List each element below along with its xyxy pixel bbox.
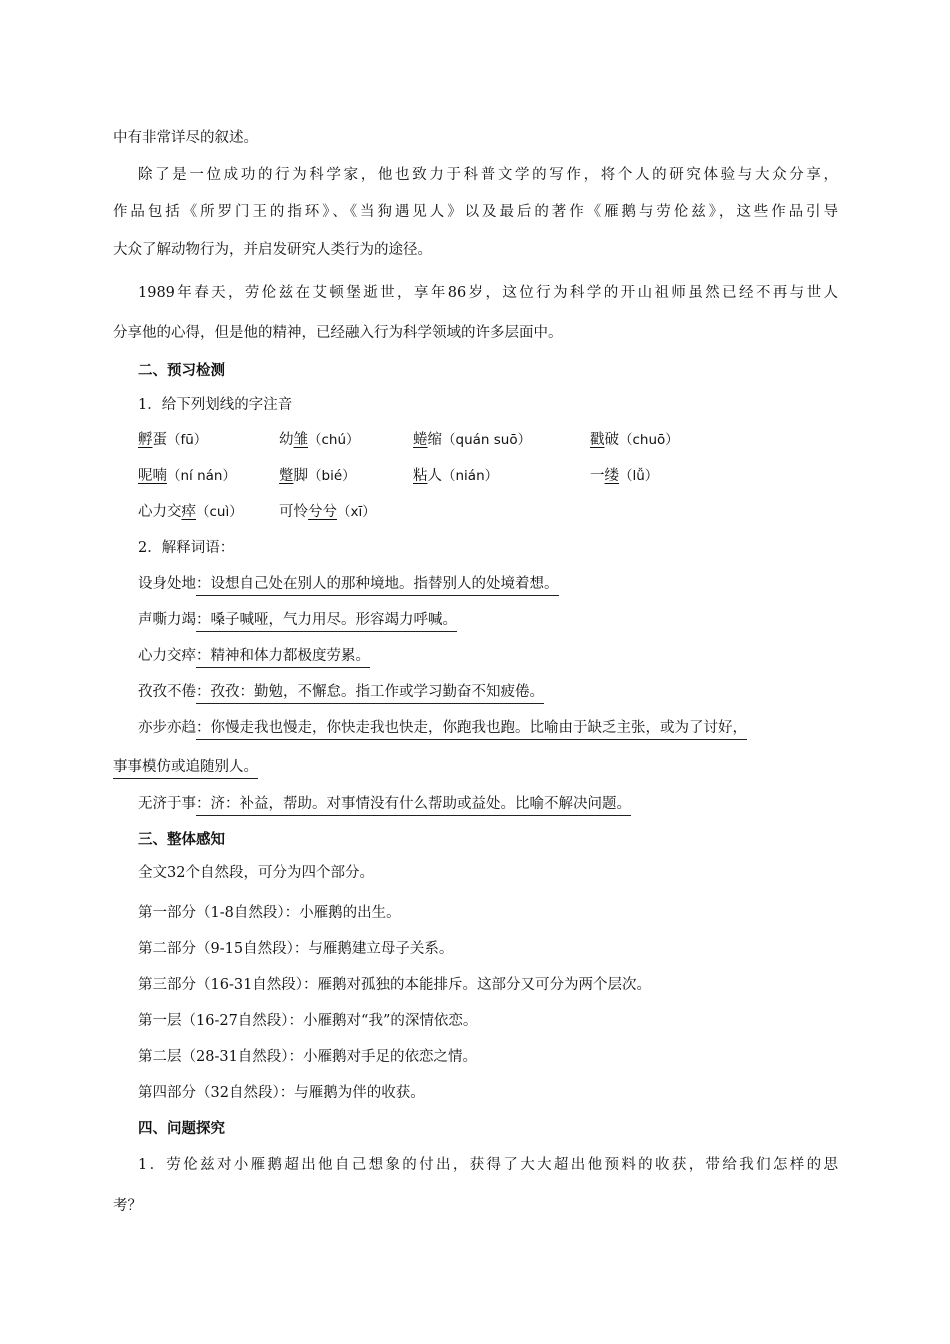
intro-line-3: 作品包括《所罗门王的指环》、《当狗遇见人》以及最后的著作《雁鹅与劳伦兹》，这些作品引导 [113, 204, 838, 220]
intro-line-1: 中有非常详尽的叙述。 [113, 130, 258, 146]
section-heading-inquiry: 四、问题探究 [138, 1121, 225, 1137]
vocab-item: 亦步亦趋：你慢走我也慢走，你快走我也快走，你跑我也跑。比喻由于缺乏主张，或为了讨好， [138, 721, 747, 736]
intro-line-4: 大众了解动物行为，并启发研究人类行为的途径。 [113, 242, 432, 258]
question-pinyin: 1．给下列划线的字注音 [138, 397, 293, 413]
pinyin-item: 孵蛋（fū） [138, 432, 208, 448]
overview-line: 第三部分（16-31自然段）：雁鹅对孤独的本能排斥。这部分又可分为两个层次。 [138, 977, 652, 993]
overview-line: 第二部分（9-15自然段）：与雁鹅建立母子关系。 [138, 941, 454, 957]
question-vocab: 2．解释词语： [138, 540, 235, 556]
pinyin-item: 呢喃（ní nán） [138, 468, 236, 484]
overview-line: 第四部分（32自然段）：与雁鹅为伴的收获。 [138, 1085, 425, 1101]
vocab-item: 设身处地：设想自己处在别人的那种境地。指替别人的处境着想。 [138, 577, 559, 592]
inquiry-question-line-2: 考？ [113, 1198, 142, 1214]
vocab-item: 声嘶力竭：嗓子喊哑，气力用尽。形容竭力呼喊。 [138, 613, 457, 628]
pinyin-item: 蹩脚（bié） [279, 468, 356, 484]
pinyin-item: 可怜兮兮（xī） [279, 504, 376, 520]
section-heading-preview: 二、预习检测 [138, 363, 225, 379]
overview-line: 第二层（28-31自然段）：小雁鹅对手足的依恋之情。 [138, 1049, 478, 1065]
pinyin-item: 心力交瘁（cuì） [138, 504, 243, 520]
intro-line-6: 分享他的心得，但是他的精神，已经融入行为科学领域的许多层面中。 [113, 325, 563, 341]
intro-line-5: 1989年春天，劳伦兹在艾顿堡逝世，享年86岁，这位行为科学的开山祖师虽然已经不再与世人 [138, 285, 838, 301]
overview-line: 第一层（16-27自然段）：小雁鹅对“我”的深情依恋。 [138, 1013, 478, 1029]
pinyin-item: 粘人（nián） [413, 468, 499, 484]
inquiry-question-line-1: 1．劳伦兹对小雁鹅超出他自己想象的付出，获得了大大超出他预料的收获，带给我们怎样的思 [138, 1157, 838, 1173]
pinyin-item: 幼雏（chú） [279, 432, 360, 448]
intro-line-2: 除了是一位成功的行为科学家，他也致力于科普文学的写作，将个人的研究体验与大众分享， [138, 167, 838, 183]
vocab-item: 心力交瘁：精神和体力都极度劳累。 [138, 649, 370, 664]
vocab-item: 孜孜不倦：孜孜：勤勉，不懈怠。指工作或学习勤奋不知疲倦。 [138, 685, 544, 700]
vocab-item-continued: 事事模仿或追随别人。 [113, 760, 258, 775]
section-heading-overview: 三、整体感知 [138, 832, 225, 848]
overview-line: 全文32个自然段，可分为四个部分。 [138, 865, 374, 881]
pinyin-item: 一缕（lǚ） [590, 468, 659, 484]
vocab-item: 无济于事：济：补益，帮助。对事情没有什么帮助或益处。比喻不解决问题。 [138, 797, 631, 812]
pinyin-item: 蜷缩（quán suō） [413, 432, 532, 448]
overview-line: 第一部分（1-8自然段）：小雁鹅的出生。 [138, 905, 401, 921]
pinyin-item: 戳破（chuō） [590, 432, 679, 448]
